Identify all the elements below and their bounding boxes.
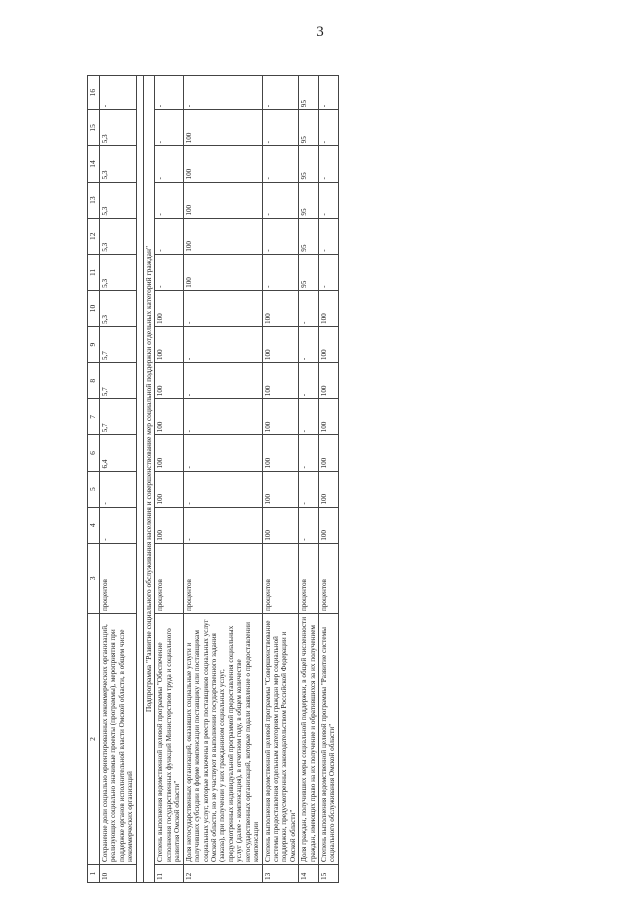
value-cell: 100 (262, 507, 299, 543)
indicator-name: Доля граждан, получивших меры социальной поддержки, в общей численности граждан, имеющих право на их получение и обратившихся за их получением (299, 614, 319, 865)
value-cell: - (319, 254, 339, 290)
rotated-table-area (87, 75, 532, 883)
value-cell: - (100, 471, 137, 507)
value-cell: 100 (262, 327, 299, 363)
value-cell: - (319, 110, 339, 146)
value-cell: 100 (262, 471, 299, 507)
value-cell: 100 (155, 363, 183, 399)
column-number: 6 (88, 435, 100, 471)
column-number: 12 (88, 218, 100, 254)
value-cell: 5,7 (100, 327, 137, 363)
value-cell: 100 (319, 363, 339, 399)
value-cell: 100 (319, 327, 339, 363)
value-cell: - (299, 471, 319, 507)
column-number: 14 (88, 146, 100, 182)
spacer-cell (136, 76, 143, 883)
row-number: 15 (319, 864, 339, 882)
value-cell: - (155, 254, 183, 290)
value-cell: - (155, 76, 183, 110)
value-cell: - (183, 471, 262, 507)
value-cell: - (262, 254, 299, 290)
column-number: 13 (88, 182, 100, 218)
value-cell: - (319, 218, 339, 254)
value-cell: 100 (155, 471, 183, 507)
value-cell: 100 (319, 399, 339, 435)
row-number: 11 (155, 864, 183, 882)
value-cell: 6,4 (100, 435, 137, 471)
value-cell: 5,3 (100, 218, 137, 254)
spacer-row (136, 76, 143, 883)
column-number: 3 (88, 543, 100, 613)
value-cell: - (262, 110, 299, 146)
value-cell: - (183, 435, 262, 471)
value-cell: 5,3 (100, 290, 137, 326)
table-row (183, 76, 262, 883)
column-number: 10 (88, 290, 100, 326)
column-number: 16 (88, 76, 100, 110)
value-cell: 5,3 (100, 110, 137, 146)
value-cell: - (155, 182, 183, 218)
unit-cell: процентов (155, 543, 183, 613)
value-cell: 100 (262, 435, 299, 471)
value-cell: 100 (155, 327, 183, 363)
indicator-name: Степень выполнения ведомственной целевой программы "Совершенствование системы предоставления отдельным категориям граждан мер социальной поддержки, предусмотренных законодательством Российской Федерации и Омской области" (262, 614, 299, 865)
indicator-name: Степень выполнения ведомственной целевой программы "Развитие системы социального обслуживания Омской области" (319, 614, 339, 865)
column-number: 4 (88, 507, 100, 543)
value-cell: 95 (299, 76, 319, 110)
value-cell: 100 (183, 182, 262, 218)
value-cell: 95 (299, 218, 319, 254)
unit-cell: процентов (262, 543, 299, 613)
value-cell: - (183, 76, 262, 110)
subprogram-row (143, 76, 155, 883)
value-cell: 100 (155, 507, 183, 543)
value-cell: - (299, 363, 319, 399)
rotated-table-frame (87, 75, 532, 883)
indicator-name: Степень выполнения ведомственной целевой программы "Обеспечение исполнения государственных функций Министерством труда и социального развития Омской области" (155, 614, 183, 865)
value-cell: - (319, 146, 339, 182)
value-cell: - (100, 76, 137, 110)
value-cell: 100 (155, 435, 183, 471)
value-cell: 100 (183, 254, 262, 290)
row-number: 12 (183, 864, 262, 882)
row-number: 13 (262, 864, 299, 882)
value-cell: 100 (183, 218, 262, 254)
value-cell: - (319, 76, 339, 110)
unit-cell: процентов (319, 543, 339, 613)
value-cell: - (262, 182, 299, 218)
table-row (155, 76, 183, 883)
column-number: 1 (88, 864, 100, 882)
value-cell: - (262, 218, 299, 254)
value-cell: 95 (299, 146, 319, 182)
unit-cell: процентов (299, 543, 319, 613)
column-number: 9 (88, 327, 100, 363)
column-number: 11 (88, 254, 100, 290)
value-cell: - (100, 507, 137, 543)
value-cell: 5,3 (100, 146, 137, 182)
value-cell: - (319, 182, 339, 218)
value-cell: 5,7 (100, 399, 137, 435)
value-cell: 100 (262, 290, 299, 326)
table-row (299, 76, 319, 883)
value-cell: - (155, 146, 183, 182)
table-row (100, 76, 137, 883)
value-cell: 100 (319, 435, 339, 471)
value-cell: - (183, 327, 262, 363)
unit-cell: процентов (100, 543, 137, 613)
header-row (88, 76, 100, 883)
value-cell: 100 (155, 290, 183, 326)
value-cell: 100 (319, 507, 339, 543)
subprogram-title: Подпрограмма "Развитие социального обслуживания населения и совершенствование мер социальной поддержки отдельных категорий граждан" (143, 76, 155, 883)
page-number: 3 (316, 24, 324, 40)
table-row (262, 76, 299, 883)
value-cell: 5,3 (100, 182, 137, 218)
value-cell: 95 (299, 254, 319, 290)
value-cell: - (155, 218, 183, 254)
value-cell: - (299, 399, 319, 435)
value-cell: - (183, 507, 262, 543)
value-cell: - (299, 327, 319, 363)
value-cell: 95 (299, 182, 319, 218)
value-cell: 100 (155, 399, 183, 435)
value-cell: - (183, 363, 262, 399)
value-cell: - (299, 507, 319, 543)
value-cell: - (299, 435, 319, 471)
value-cell: - (262, 76, 299, 110)
column-number: 2 (88, 614, 100, 865)
value-cell: 100 (262, 399, 299, 435)
value-cell: 5,7 (100, 363, 137, 399)
column-number: 8 (88, 363, 100, 399)
table-row (319, 76, 339, 883)
indicator-table (87, 75, 339, 883)
value-cell: 95 (299, 110, 319, 146)
value-cell: 100 (319, 471, 339, 507)
row-number: 14 (299, 864, 319, 882)
value-cell: - (183, 399, 262, 435)
unit-cell: процентов (183, 543, 262, 613)
value-cell: 100 (319, 290, 339, 326)
indicator-name: Сохранение доли социально ориентированных некоммерческих организаций, реализующих социально значимые проекты (программы), мероприятия при поддержке органов исполнительной власти Омской области, в общем числе некоммерческих организаций (100, 614, 137, 865)
value-cell: - (262, 146, 299, 182)
value-cell: 100 (183, 146, 262, 182)
value-cell: - (183, 290, 262, 326)
column-number: 7 (88, 399, 100, 435)
column-number: 15 (88, 110, 100, 146)
row-number: 10 (100, 864, 137, 882)
value-cell: - (155, 110, 183, 146)
value-cell: 100 (262, 363, 299, 399)
column-number: 5 (88, 471, 100, 507)
indicator-name: Доля негосударственных организаций, оказавших социальные услуги и получивших субсидии в форме компенсации поставщику или поставщикам социальных услуг, которые включены в реестр поставщиков социальных услуг Омской области, но не участвуют в выполнении государственного задания (заказа), при получении у них гражданином социальных услуг, предусмотренных индивидуальной программой предоставления социальных услуг (далее - компенсация), в отчетном году, в общем количестве негосударственных организаций, которые подали заявление о предоставлении компенсации (183, 614, 262, 865)
value-cell: - (299, 290, 319, 326)
value-cell: 100 (183, 110, 262, 146)
value-cell: 5,3 (100, 254, 137, 290)
